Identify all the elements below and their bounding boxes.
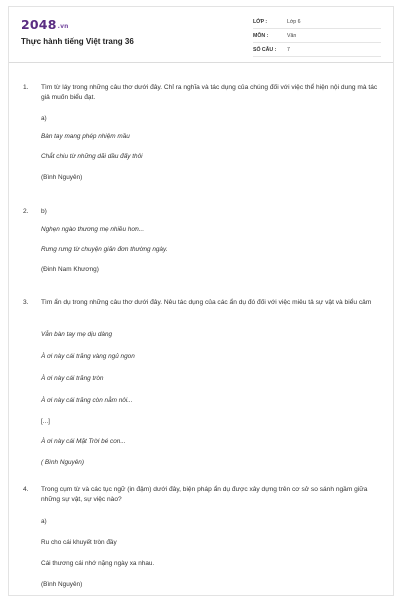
poem-line: Nghẹn ngào thương mẹ nhiều hơn...: [41, 226, 145, 233]
site-logo[interactable]: 2048.vn: [21, 17, 69, 32]
meta-class-label: LỚP :: [253, 19, 268, 25]
meta-class: [253, 16, 381, 29]
poem-line: À ơi này cái trăng tròn: [41, 375, 104, 382]
answer-line: a): [41, 518, 47, 525]
poem-line: Vẫn bàn tay mẹ dịu dàng: [41, 331, 113, 338]
meta-class-value: Lớp 6: [287, 19, 301, 25]
question-number: 3.: [23, 299, 29, 306]
question-text: Tìm ẩn dụ trong những câu thơ dưới đây. Nêu tác dụng của các ẩn dụ đó đối với việc miêu tả sự vật và biểu cảm: [41, 299, 372, 306]
poem-author: ( Bình Nguyên): [41, 459, 84, 466]
answer-line: a): [41, 115, 47, 122]
poem-line: Ru cho cái khuyết tròn đầy: [41, 539, 117, 546]
question-number: 4.: [23, 486, 29, 493]
poem-line: À ơi này cái Mặt Trời bé con...: [41, 438, 126, 445]
question-text: b): [41, 208, 47, 215]
question-text: Tìm từ láy trong những câu thơ dưới đây. Chỉ ra nghĩa và tác dụng của chúng đối với việc thể hiện nội dung mà tác giả muốn biểu đạt.: [41, 84, 378, 101]
page-title: Thực hành tiếng Việt trang 36: [21, 37, 134, 46]
poem-author: (Đinh Nam Khương): [41, 266, 99, 273]
poem-line: À ơi này cái trăng còn nằm nôi...: [41, 397, 133, 404]
meta-count-value: 7: [287, 47, 290, 53]
meta-subject-value: Văn: [287, 33, 297, 39]
poem-line: Rưng rưng từ chuyện giản đơn thường ngày.: [41, 246, 168, 253]
poem-line: À ơi này cái trăng vàng ngủ ngon: [41, 353, 135, 360]
worksheet-card: [8, 6, 394, 596]
meta-count-label: SỐ CÂU :: [253, 47, 277, 53]
poem-author: (Bình Nguyên): [41, 174, 83, 181]
meta-question-count: [253, 44, 381, 57]
meta-subject-label: MÔN :: [253, 33, 269, 39]
poem-author: (Bình Nguyên): [41, 581, 83, 588]
poem-ellipsis: [...]: [41, 418, 50, 425]
worksheet-header: [9, 7, 393, 63]
question-number: 2.: [23, 208, 29, 215]
poem-line: Bàn tay mang phép nhiệm mầu: [41, 133, 130, 140]
meta-subject: [253, 30, 381, 43]
poem-line: Cái thương cái nhớ nặng ngày xa nhau.: [41, 560, 155, 567]
question-text: Trong cụm từ và các tục ngữ (in đậm) dưới đây, biện pháp ẩn dụ được xây dựng trên cơ sở so sánh ngầm giữa những sự vật, sự việc nào?: [41, 486, 368, 503]
question-number: 1.: [23, 84, 29, 91]
poem-line: Chắt chiu từ những dãi dầu đấy thôi: [41, 153, 143, 160]
